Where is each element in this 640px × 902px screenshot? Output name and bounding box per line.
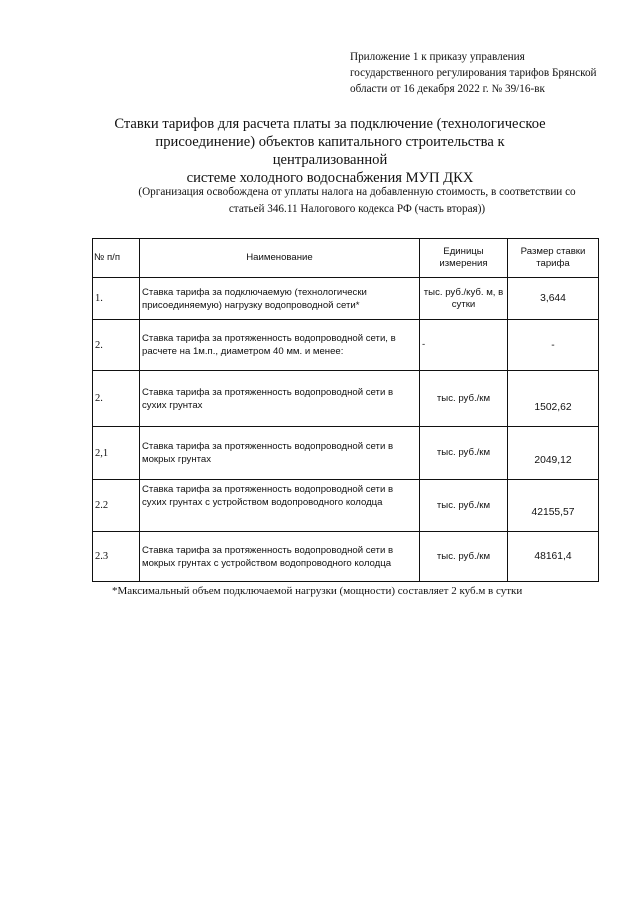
row-unit: тыс. руб./км bbox=[420, 427, 508, 480]
row-num: 1. bbox=[93, 278, 140, 320]
note-line: (Организация освобождена от уплаты налога на добавленную стоимость, в соответствии со bbox=[138, 186, 576, 198]
row-name: Ставка тарифа за протяженность водопроводной сети, в расчете на 1м.п., диаметром 40 мм. и менее: bbox=[140, 320, 420, 371]
header-rate-line: Размер ставки bbox=[520, 246, 586, 257]
header-rate bbox=[508, 239, 599, 278]
document-title bbox=[100, 115, 560, 187]
row-num: 2.3 bbox=[93, 532, 140, 582]
row-rate: 1502,62 bbox=[508, 371, 599, 427]
appendix-reference bbox=[350, 49, 636, 97]
header-unit-line: Единицы bbox=[443, 246, 484, 257]
header-unit bbox=[420, 239, 508, 278]
row-num: 2. bbox=[93, 320, 140, 371]
row-unit: тыс. руб./куб. м, в сутки bbox=[420, 278, 508, 320]
row-rate: 3,644 bbox=[508, 278, 599, 320]
row-rate: 2049,12 bbox=[508, 427, 599, 480]
row-rate: 42155,57 bbox=[508, 480, 599, 532]
row-name: Ставка тарифа за протяженность водопроводной сети в мокрых грунтах bbox=[140, 427, 420, 480]
row-name: Ставка тарифа за протяженность водопроводной сети в сухих грунтах bbox=[140, 371, 420, 427]
header-rate-line: тарифа bbox=[536, 258, 570, 269]
row-unit: тыс. руб./км bbox=[420, 532, 508, 582]
table-header-row bbox=[93, 239, 599, 278]
row-unit: - bbox=[420, 320, 508, 371]
row-name: Ставка тарифа за протяженность водопроводной сети в мокрых грунтах с устройством водопроводного колодца bbox=[140, 532, 420, 582]
row-rate: - bbox=[508, 320, 599, 371]
row-num: 2.2 bbox=[93, 480, 140, 532]
header-num: № п/п bbox=[93, 239, 140, 278]
title-line: системе холодного водоснабжения МУП ДКХ bbox=[186, 170, 474, 186]
row-unit: тыс. руб./км bbox=[420, 371, 508, 427]
vat-exemption-note bbox=[112, 184, 602, 218]
title-line: присоединение) объектов капитального строительства к централизованной bbox=[155, 134, 505, 168]
footnote: *Максимальный объем подключаемой нагрузки (мощности) составляет 2 куб.м в сутки bbox=[112, 585, 523, 597]
table-row bbox=[93, 320, 599, 371]
row-num: 2,1 bbox=[93, 427, 140, 480]
header-name: Наименование bbox=[140, 239, 420, 278]
title-line: Ставки тарифов для расчета платы за подключение (технологическое bbox=[114, 116, 546, 132]
row-num: 2. bbox=[93, 371, 140, 427]
tariff-table bbox=[92, 238, 599, 582]
note-line: статьей 346.11 Налогового кодекса РФ (часть вторая)) bbox=[228, 203, 486, 215]
appendix-line: Приложение 1 к приказу управления bbox=[350, 51, 525, 63]
appendix-line: области от 16 декабря 2022 г. № 39/16-вк bbox=[350, 83, 545, 95]
table-row bbox=[93, 532, 599, 582]
row-name: Ставка тарифа за протяженность водопроводной сети в сухих грунтах с устройством водопроводного колодца bbox=[140, 480, 420, 532]
appendix-line: государственного регулирования тарифов Брянской bbox=[350, 67, 597, 79]
table-row bbox=[93, 371, 599, 427]
table-row bbox=[93, 278, 599, 320]
row-unit: тыс. руб./км bbox=[420, 480, 508, 532]
row-rate: 48161,4 bbox=[508, 532, 599, 582]
table-row bbox=[93, 427, 599, 480]
table-row bbox=[93, 480, 599, 532]
header-unit-line: измерения bbox=[439, 258, 488, 269]
row-name: Ставка тарифа за подключаемую (технологически присоединяемую) нагрузку водопроводной сети* bbox=[140, 278, 420, 320]
